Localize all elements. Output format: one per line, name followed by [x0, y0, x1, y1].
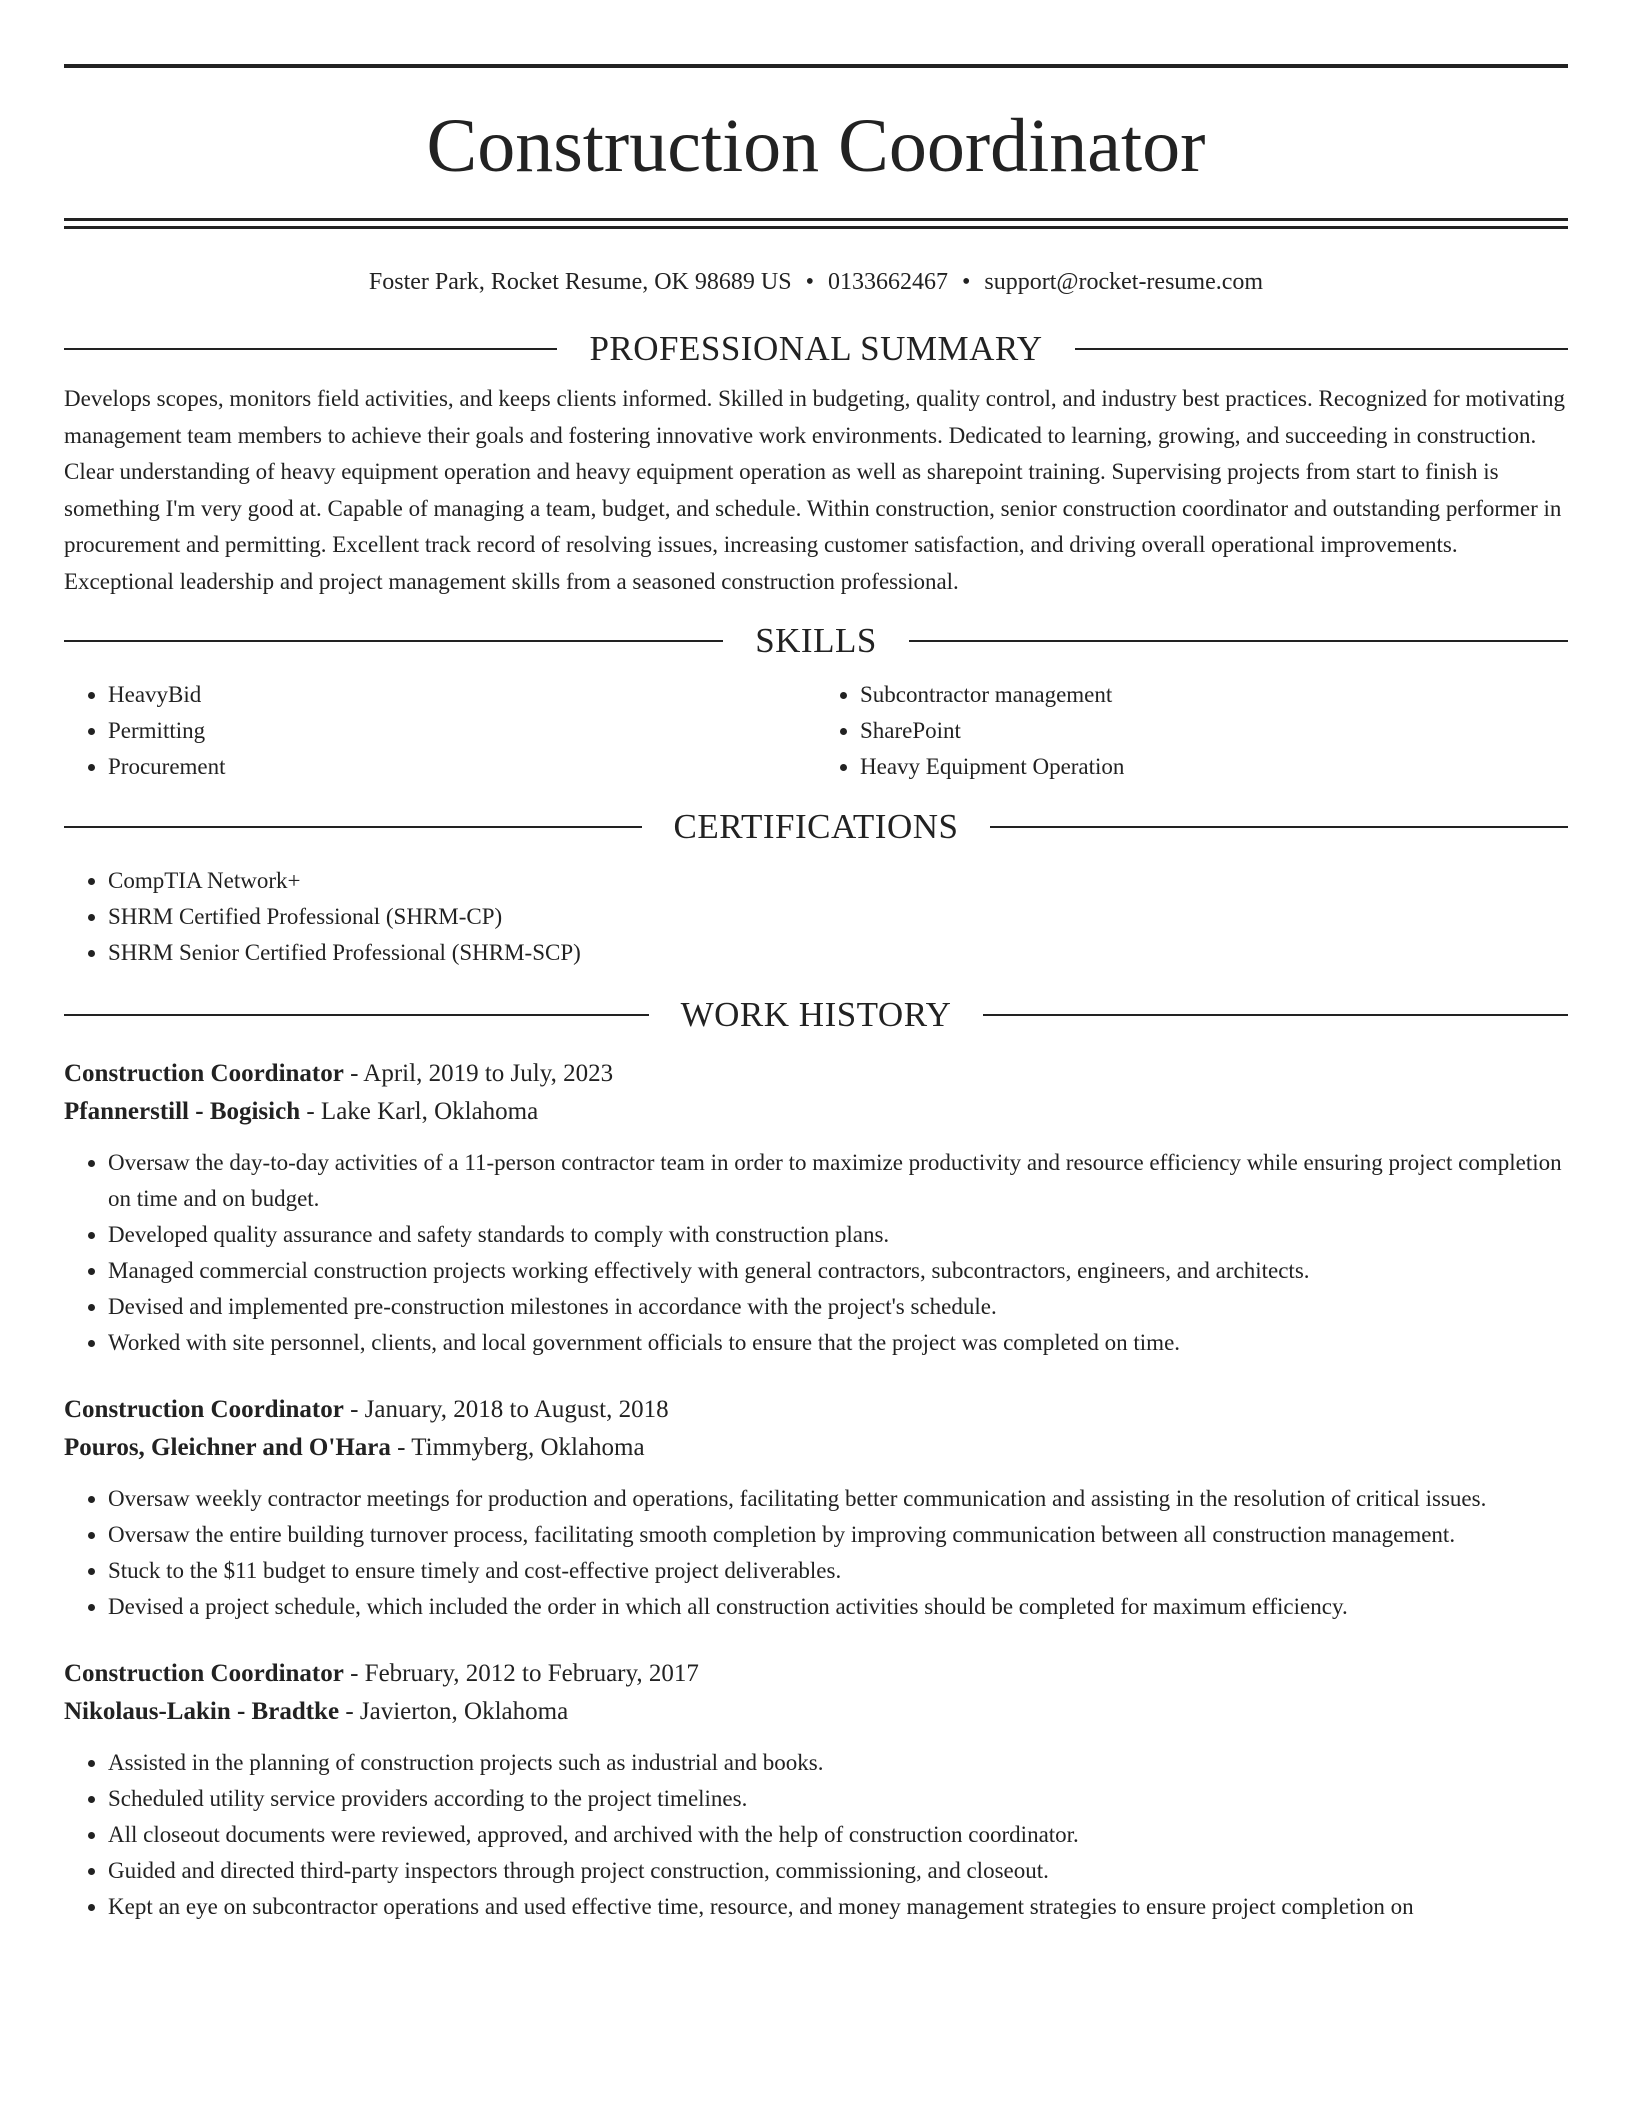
job-bullet: • Scheduled utility service providers according to the project timelines.: [108, 1781, 1568, 1817]
contact-address: Foster Park, Rocket Resume, OK 98689 US: [368, 269, 792, 295]
job-company-line: [64, 1693, 1568, 1731]
job-bullet: • Kept an eye on subcontractor operations and used effective time, resource, and money management strategies to ensure project completion on: [108, 1889, 1568, 1925]
section-rule: [64, 1014, 649, 1016]
skill-item: • Subcontractor management: [860, 677, 1568, 713]
section-header-skills: [64, 619, 1568, 663]
skill-item: • SharePoint: [860, 713, 1568, 749]
contact-separator: •: [961, 269, 971, 295]
job-bullet: • Oversaw weekly contractor meetings for production and operations, facilitating better communication and assisting in the resolution of critical issues.: [108, 1481, 1568, 1517]
section-rule: [64, 826, 642, 828]
job-bullet: • Oversaw the day-to-day activities of a 11-person contractor team in order to maximize productivity and resource efficiency while ensuring project completion on time and on budget.: [108, 1145, 1568, 1217]
section-header-work-history: [64, 993, 1568, 1037]
job-location: - Javierton, Oklahoma: [339, 1697, 569, 1725]
certification-item: • SHRM Certified Professional (SHRM-CP): [108, 899, 1568, 935]
job-location: - Timmyberg, Oklahoma: [390, 1433, 645, 1461]
job-company-line: [64, 1093, 1568, 1131]
contact-phone: 0133662467: [827, 269, 948, 295]
job-bullets: [64, 1745, 1568, 1925]
job-bullet: • Worked with site personnel, clients, and local government officials to ensure that the project was completed on time.: [108, 1325, 1568, 1361]
section-rule: [909, 640, 1568, 642]
skill-item: • Permitting: [108, 713, 816, 749]
job-bullet: • Oversaw the entire building turnover process, facilitating smooth completion by improving communication between all construction management.: [108, 1517, 1568, 1553]
job-location: - Lake Karl, Oklahoma: [300, 1097, 539, 1125]
skill-item: • Procurement: [108, 749, 816, 785]
certification-item: • CompTIA Network+: [108, 863, 1568, 899]
job-dates: - April, 2019 to July, 2023: [343, 1059, 614, 1087]
section-rule: [1075, 348, 1568, 350]
job-bullet: • Devised a project schedule, which included the order in which all construction activities should be completed for maximum efficiency.: [108, 1589, 1568, 1625]
skill-item: • HeavyBid: [108, 677, 816, 713]
job-entry: [64, 1391, 1568, 1625]
job-entry: [64, 1655, 1568, 1925]
job-bullet: • Developed quality assurance and safety standards to comply with construction plans.: [108, 1217, 1568, 1253]
section-title-skills: SKILLS: [755, 620, 877, 660]
job-bullet: • Devised and implemented pre-construction milestones in accordance with the project's schedule.: [108, 1289, 1568, 1325]
section-rule: [990, 826, 1568, 828]
resume-title: Construction Coordinator: [426, 104, 1206, 188]
job-bullet: • Managed commercial construction projects working effectively with general contractors, subcontractors, engineers, and architects.: [108, 1253, 1568, 1289]
section-header-certifications: [64, 805, 1568, 849]
contact-line: [64, 267, 1568, 297]
contact-email[interactable]: support@rocket-resume.com: [984, 269, 1264, 295]
job-entry: [64, 1055, 1568, 1361]
job-company: Pouros, Gleichner and O'Hara: [64, 1433, 391, 1461]
top-rule: [64, 64, 1568, 68]
contact-separator: •: [805, 269, 814, 295]
job-company-line: [64, 1429, 1568, 1467]
job-company: Nikolaus-Lakin - Bradtke: [64, 1697, 340, 1725]
section-rule: [983, 1014, 1568, 1016]
job-bullet: • Stuck to the $11 budget to ensure timely and cost-effective project deliverables.: [108, 1553, 1568, 1589]
skills-column-right: [816, 677, 1568, 785]
job-dates: - January, 2018 to August, 2018: [343, 1395, 669, 1423]
section-rule: [64, 640, 723, 642]
resume-page: [64, 64, 1568, 1925]
job-bullet: • Assisted in the planning of construction projects such as industrial and books.: [108, 1745, 1568, 1781]
title-double-rule: [64, 218, 1568, 229]
job-role: Construction Coordinator: [64, 1059, 344, 1087]
skill-item: • Heavy Equipment Operation: [860, 749, 1568, 785]
section-title-certifications: CERTIFICATIONS: [673, 806, 959, 846]
job-title-line: [64, 1655, 1568, 1693]
section-rule: [64, 348, 557, 350]
section-title-work-history: WORK HISTORY: [680, 994, 952, 1034]
job-bullets: [64, 1145, 1568, 1361]
section-header-summary: [64, 327, 1568, 371]
job-company: Pfannerstill - Bogisich: [64, 1097, 301, 1125]
job-title-line: [64, 1391, 1568, 1429]
summary-text: Develops scopes, monitors field activities, and keeps clients informed. Skilled in budgeting, quality control, and industry best practices. Recognized for motivating management team members to achieve their goals and fostering innovative work environments. Dedicated to learning, growing, and succeeding in construction. Clear understanding of heavy equipment operation and heavy equipment operation as well as sharepoint training. Supervising projects from start to finish is something I'm very good at. Capable of managing a team, budget, and schedule. Within construction, senior construction coordinator and outstanding performer in procurement and permitting. Excellent track record of resolving issues, increasing customer satisfaction, and driving overall operational improvements. Exceptional leadership and project management skills from a seasoned construction professional.: [64, 386, 1566, 594]
job-bullet: • Guided and directed third-party inspectors through project construction, commissioning, and closeout.: [108, 1853, 1568, 1889]
job-role: Construction Coordinator: [64, 1659, 344, 1687]
skills-list: [64, 677, 1568, 785]
job-role: Construction Coordinator: [64, 1395, 344, 1423]
job-title-line: [64, 1055, 1568, 1093]
job-dates: - February, 2012 to February, 2017: [343, 1659, 699, 1687]
skills-column-left: [64, 677, 816, 785]
job-bullet: • All closeout documents were reviewed, approved, and archived with the help of construction coordinator.: [108, 1817, 1568, 1853]
certifications-list: [64, 863, 1568, 971]
job-bullets: [64, 1481, 1568, 1625]
certification-item: • SHRM Senior Certified Professional (SHRM-SCP): [108, 935, 1568, 971]
section-title-summary: PROFESSIONAL SUMMARY: [589, 329, 1043, 368]
